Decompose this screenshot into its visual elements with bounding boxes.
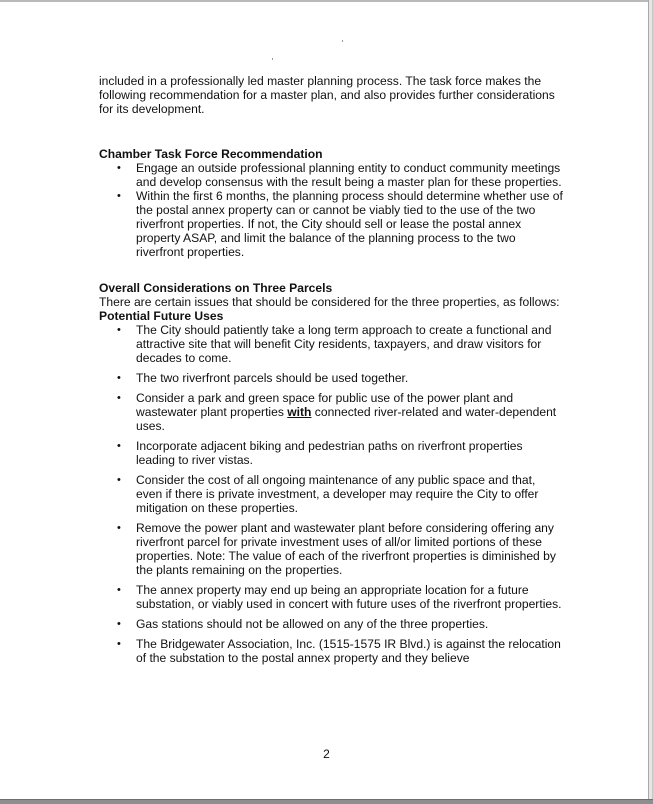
bullet-icon: • <box>117 324 121 336</box>
list-item <box>99 439 564 467</box>
list-item <box>99 161 564 189</box>
scan-speck <box>272 58 273 60</box>
list-item <box>99 521 564 577</box>
bullet-icon: • <box>117 618 121 630</box>
list-item-text: Consider the cost of all ongoing maintenance of any public space and that, even if there is private investment, a developer may require the City to offer mitigation on these properties. <box>136 473 539 515</box>
future-uses-list <box>99 323 564 665</box>
bullet-icon: • <box>117 372 121 384</box>
bullet-icon: • <box>117 162 121 174</box>
scan-speck <box>342 40 343 42</box>
bullet-icon: • <box>117 474 121 486</box>
intro-paragraph: included in a professionally led master planning process. The task force makes the following recommendation for a master plan, and also provides further considerations for its development. <box>99 74 555 116</box>
bullet-icon: • <box>117 522 121 534</box>
recommendation-list <box>99 161 564 259</box>
page-top-border <box>0 0 653 2</box>
considerations-intro: There are certain issues that should be considered for the three properties, as follows: <box>99 295 560 309</box>
list-item-text: The Bridgewater Association, Inc. (1515-1575 IR Blvd.) is against the relocation of the substation to the postal annex property and they believe <box>136 637 561 665</box>
bullet-icon: • <box>117 392 121 404</box>
document-page <box>99 74 564 665</box>
considerations-heading: Overall Considerations on Three Parcels <box>99 281 333 295</box>
list-item-text: The two riverfront parcels should be used together. <box>136 371 409 385</box>
list-item <box>99 583 564 611</box>
vertical-scrollbar-track[interactable] <box>648 0 653 800</box>
list-item <box>99 391 564 433</box>
horizontal-scrollbar-track[interactable] <box>0 799 653 804</box>
list-item <box>99 371 564 385</box>
list-item-text-after: connected river-related and water-dependent uses. <box>136 405 557 433</box>
list-item <box>99 323 564 365</box>
list-item-text: Incorporate adjacent biking and pedestrian paths on riverfront properties leading to river vistas. <box>136 439 523 467</box>
recommendation-heading: Chamber Task Force Recommendation <box>99 147 323 161</box>
page-number: 2 <box>323 747 330 761</box>
future-uses-subheading: Potential Future Uses <box>99 309 224 323</box>
bullet-icon: • <box>117 190 121 202</box>
bullet-icon: • <box>117 584 121 596</box>
list-item-text: Within the first 6 months, the planning process should determine whether use of the postal annex property can or cannot be viably tied to the use of the two riverfront properties. If not, the City should sell or lease the postal annex property ASAP, and limit the balance of the planning process to the two riverfront properties. <box>136 189 563 259</box>
list-item-text: The annex property may end up being an appropriate location for a future substation, or viably used in concert with future uses of the riverfront properties. <box>136 583 562 611</box>
list-item-text: Remove the power plant and wastewater plant before considering offering any riverfront parcel for private investment uses of all/or limited portions of these properties. Note: The value of each of the riverfront properties is diminished by the plants remaining on the properties. <box>136 521 556 577</box>
list-item <box>99 617 564 631</box>
list-item-text: The City should patiently take a long term approach to create a functional and attractive site that will benefit City residents, taxpayers, and draw visitors for decades to come. <box>136 323 552 365</box>
underlined-emphasis: with <box>287 405 312 419</box>
list-item-text: Engage an outside professional planning entity to conduct community meetings and develop consensus with the result being a master plan for these properties. <box>136 161 562 189</box>
list-item-text-before: Consider a park and green space for public use of the power plant and wastewater plant properties <box>136 391 514 419</box>
list-item-text <box>136 391 556 433</box>
list-item <box>99 189 564 259</box>
list-item-text: Gas stations should not be allowed on any of the three properties. <box>136 617 489 631</box>
list-item <box>99 473 564 515</box>
list-item <box>99 637 564 665</box>
bullet-icon: • <box>117 440 121 452</box>
bullet-icon: • <box>117 638 121 650</box>
